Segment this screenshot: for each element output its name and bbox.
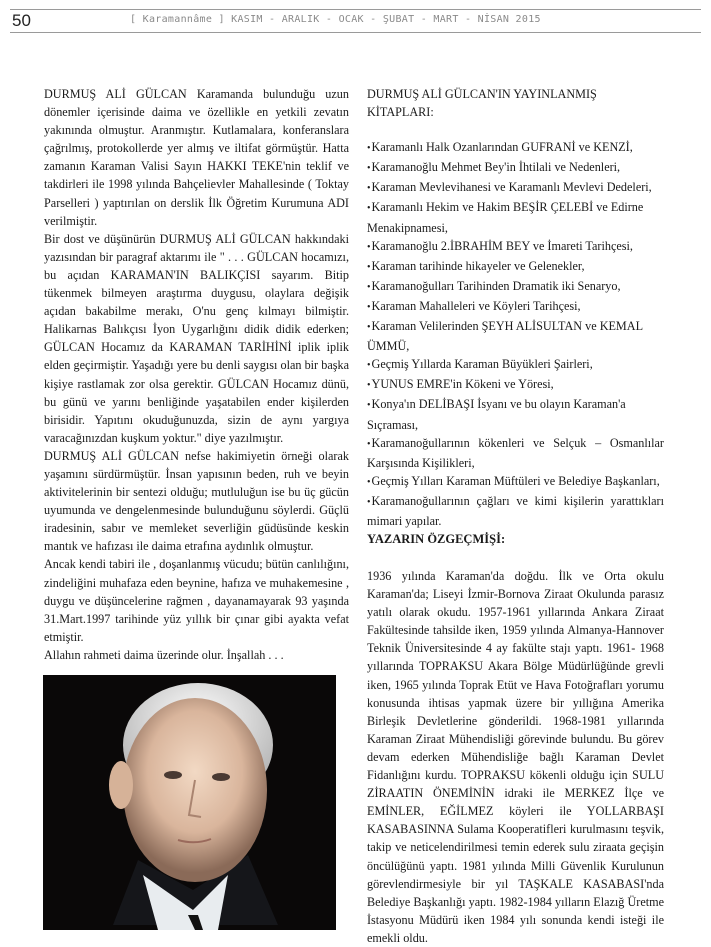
book-item: •Geçmiş Yılları Karaman Müftüleri ve Belediye Başkanları,	[367, 473, 660, 488]
book-item: •Geçmiş Yıllarda Karaman Büyükleri Şairleri,	[367, 357, 593, 372]
bullet-icon: •	[367, 163, 371, 175]
article-paragraph: DURMUŞ ALİ GÜLCAN Karamanda bulunduğu uzun dönemler içerisinde daima ve özellikle en yetkili zevatın yakınında olmuştur. Aranmıştır. Kutlamalara, konferanslara çağrılmış, protokollerde yer almış ve iltifat görmüştür. Hatta zamanın Karaman Valisi Sayın HAKKI TEKE'nin teklif ve takdirleri ile 1998 yılında Bahçelievler Mahallesinde ( Toktay Parselleri ) yaptırılan on derslik İlk Öğretim Kurumuna ADI verilmiştir.	[44, 87, 349, 228]
book-item: •Karamanoğullarının kökenleri ve Selçuk – Osmanlılar Karşısında Kişilikleri,	[367, 435, 664, 470]
bullet-icon: •	[367, 261, 371, 273]
book-item: •Karamanoğlu 2.İBRAHİM BEY ve İmareti Tarihçesi,	[367, 238, 633, 253]
book-item: •Konya'ın DELİBAŞI İsyanı ve bu olayın Karaman'a Sıçraması,	[367, 397, 626, 432]
left-column-article	[44, 85, 349, 664]
page-header	[10, 9, 701, 33]
portrait-photo	[43, 675, 336, 930]
book-item: •Karamanoğlu Mehmet Bey'in İhtilali ve Nedenleri,	[367, 160, 621, 175]
books-heading: DURMUŞ ALİ GÜLCAN'IN YAYINLANMIŞ KİTAPLARI:	[367, 87, 597, 120]
bullet-icon: •	[367, 301, 371, 313]
biography-heading: YAZARIN ÖZGEÇMİŞİ:	[367, 532, 506, 546]
bullet-icon: •	[367, 476, 371, 488]
books-section	[367, 85, 664, 530]
book-item: •Karaman Velilerinden ŞEYH ALİSULTAN ve KEMAL ÜMMÜ,	[367, 319, 643, 354]
book-item: •Karamanlı Hekim ve Hakim BEŞİR ÇELEBİ ve Edirne Menakipnamesi,	[367, 200, 644, 235]
article-paragraph: DURMUŞ ALİ GÜLCAN nefse hakimiyetin örneği olarak yaşamını sürdürmüştür. İnsan yapısının beden, ruh ve beyin aktivitelerinin bir sentezi olduğu; mutluluğun ise bu üç gücün uyumunda ve dengelenmesinde bulunduğunu söylerdi. Güçlü iradesinin, sabır ve memleket severliğin güdüsünde keskin mantık ve hafızası ile daima etrafına aydınlık olmuştur.	[44, 448, 349, 554]
book-item: •Karamanoğullarının çağları ve kimi kişilerin yarattıkları mimari yapılar.	[367, 493, 664, 528]
book-item: •YUNUS EMRE'in Kökeni ve Yöresi,	[367, 377, 554, 392]
bullet-icon: •	[367, 438, 371, 450]
bullet-icon: •	[367, 360, 371, 372]
bullet-icon: •	[367, 203, 371, 215]
running-title: [ Karamannâme ] KASIM - ARALIK - OCAK - ŞUBAT - MART - NİSAN 2015	[130, 14, 541, 25]
bullet-icon: •	[367, 380, 371, 392]
book-item: •Karamanlı Halk Ozanlarından GUFRANİ ve KENZİ,	[367, 140, 633, 155]
page-number: 50	[12, 11, 31, 30]
bullet-icon: •	[367, 496, 371, 508]
book-item: •Karaman Mevlevihanesi ve Karamanlı Mevlevi Dedeleri,	[367, 180, 652, 195]
bullet-icon: •	[367, 400, 371, 412]
article-paragraph: Ancak kendi tabiri ile , doşanlanmış vücudu; bütün canlılığını, zindeliğini muhafaza eden beynine, hafıza ve muhakemesine , duygu ve düşüncelerine rağmen , dayanamayarak 93 yaşında 31.Mart.1997 tarihinde yüz yıllık bir çınar gibi ayakta vefat etmiştir.	[44, 557, 349, 644]
books-list	[367, 138, 664, 530]
book-item: •Karaman tarihinde hikayeler ve Gelenekler,	[367, 258, 585, 273]
portrait-image	[43, 675, 336, 930]
bullet-icon: •	[367, 241, 371, 253]
bullet-icon: •	[367, 281, 371, 293]
bullet-icon: •	[367, 322, 371, 334]
book-item: •Karaman Mahalleleri ve Köyleri Tarihçesi,	[367, 298, 581, 313]
book-item: •Karamanoğulları Tarihinden Dramatik iki Senaryo,	[367, 278, 621, 293]
article-paragraph: Allahın rahmeti daima üzerinde olur. İnşallah . . .	[44, 647, 284, 662]
bullet-icon: •	[367, 183, 371, 195]
bullet-icon: •	[367, 143, 371, 155]
article-paragraph: Bir dost ve düşünürün DURMUŞ ALİ GÜLCAN hakkındaki yazısından bir paragraf aktarımı ile " . . . GÜLCAN hocamızı, bu açıdan KARAMAN'IN BALIKÇISI sayarım. Bitip tükenmek bilmeyen araştırma duygusu, olaylara değişik açıdan bakabilme merakı, O'nu genç kılmayı bilmiştir. Halikarnas Balıkçısı İyon Uygarlığını didik didik ederken; GÜLCAN Hocamız da KARAMAN TARİHİNİ iplik iplik elden geçirmiştir. Yaşadığı yere bu denli saygısı olan bir başka kişiye rastlamak zor olsa gerektir. GÜLCAN Hocamız dünü, bu günü ve yarını benliğinde yaşatabilen ender kişilerden birisidir. Yapıtını okuduğunuzda, sizin de aynı yargıya varacağınızdan kuşkum yoktur." diye yazılmıştır.	[44, 231, 349, 445]
biography-text: 1936 yılında Karaman'da doğdu. İlk ve Orta okulu Karaman'da; Liseyi İzmir-Bornova Ziraat Okulunda parasız yatılı olarak okudu. 1957-1961 yıllarında Ankara Ziraat Fakültesinde tahsilde iken, 1959 yılında Almanya-Hannover Teknik Üniversitesinde 4 ay fakülte stajı yaptı. 1961- 1968 yıllarında TOPRAKSU Akara Bölge Müdürlüğünde grevli iken, 1965 yılında Toprak Etüt ve Hava Fotoğrafları yorumu konusunda ihtisas yapmak üzere bir yıllığına Amerika Birleşik Devletlerine gönderildi. 1968-1981 yıllarında Karaman Ziraat Mühendisliği görevinde bulundu. Bu görev devam ederken Mühendisliğe bağlı Karaman Devlet Fidanlığını kurdu. TOPRAKSU kökenli olduğu için SULU ZİRAATIN ÖNEMİNİN idraki ile MERKEZ İlçe ve EMİNLER, EĞİLMEZ köyleri ile YOLLARBAŞI KASABASINNA Sulama Kooperatifleri kurulmasını teşvik, takip ve neticelendirilmesi temin ederek sulu ziraata geçişin öncülüğünü yaptı. 1981 yılında Milli Güvenlik Kurulunun görevlendirmesiyle bir yıl TAŞKALE KASABASI'nda Belediye Başkanlığı yaptı. 1982-1984 yılların Elazığ Üretme İstasyonu Müdürü iken 1984 yılı sonunda kendi isteği ile emekli oldu.	[367, 569, 664, 945]
